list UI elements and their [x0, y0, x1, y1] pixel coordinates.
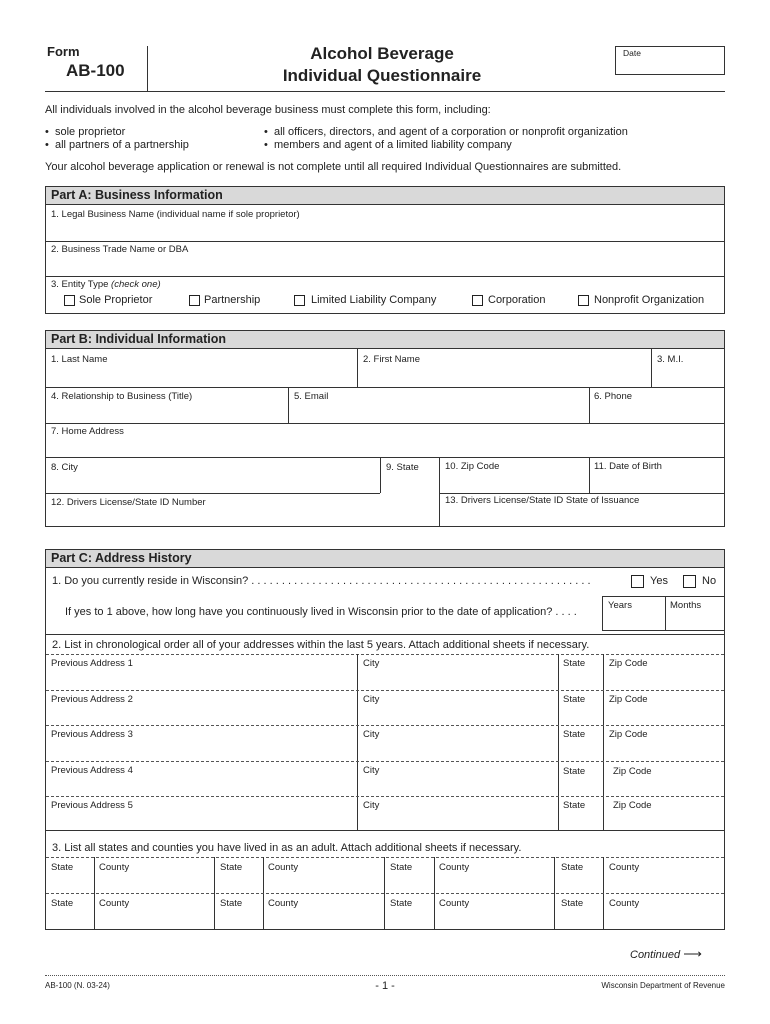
- divider: [46, 893, 724, 894]
- divider: [46, 634, 724, 635]
- states-counties-table: [46, 857, 724, 929]
- nonprofit-checkbox[interactable]: [578, 295, 589, 306]
- header-rule: [45, 91, 725, 92]
- form-title: [252, 43, 512, 87]
- address-zip-field[interactable]: Zip Code: [613, 766, 652, 777]
- county-cell[interactable]: County: [268, 898, 299, 909]
- bullet-item: • all officers, directors, and agent of a corporation or nonprofit organization: [264, 126, 628, 138]
- continued-note: Continued ⟶: [630, 946, 702, 961]
- years-field[interactable]: [602, 596, 666, 631]
- bullet-item: • all partners of a partnership: [45, 139, 189, 151]
- county-cell[interactable]: County: [439, 898, 470, 909]
- divider: [439, 457, 440, 527]
- months-label: Months: [670, 600, 702, 611]
- state-cell[interactable]: State: [220, 898, 243, 909]
- form-title-line1: Alcohol Beverage: [310, 44, 454, 63]
- state-cell[interactable]: State: [390, 898, 413, 909]
- address-zip-field[interactable]: Zip Code: [613, 800, 652, 811]
- county-cell[interactable]: County: [609, 898, 640, 909]
- nonprofit-label: Nonprofit Organization: [594, 294, 705, 306]
- date-of-birth-field[interactable]: 11. Date of Birth: [594, 461, 662, 472]
- previous-address-field[interactable]: Previous Address 2: [51, 694, 133, 705]
- sole-proprietor-label: Sole Proprietor: [79, 294, 153, 306]
- divider: [46, 725, 724, 726]
- address-zip-field[interactable]: Zip Code: [609, 729, 648, 740]
- part-c-header: Part C: Address History: [46, 550, 724, 568]
- state-field[interactable]: 9. State: [386, 462, 419, 473]
- form-title-line2: Individual Questionnaire: [282, 66, 482, 85]
- previous-address-field[interactable]: Previous Address 4: [51, 765, 133, 776]
- footer-rule: [45, 975, 725, 976]
- divider: [357, 349, 358, 387]
- address-city-field[interactable]: City: [363, 729, 380, 740]
- header-divider: [147, 46, 148, 91]
- part-a-header: Part A: Business Information: [46, 187, 724, 205]
- county-cell[interactable]: County: [268, 862, 299, 873]
- home-address-field[interactable]: 7. Home Address: [51, 426, 124, 437]
- bullet-list-left: [45, 126, 189, 152]
- form-id: AB-100 (N. 03-24): [45, 981, 110, 990]
- address-zip-field[interactable]: Zip Code: [609, 694, 648, 705]
- divider: [46, 457, 724, 458]
- wisconsin-residence-question: 1. Do you currently reside in Wisconsin? . . . . . . . . . . . . . . . . . . . . . . . . . . . . . . . . . . . . . . . . . . . . . . . . . . . . . . . .: [52, 575, 591, 587]
- form-label: Form: [47, 44, 80, 59]
- part-b-header: Part B: Individual Information: [46, 331, 724, 349]
- divider: [589, 387, 590, 423]
- divider: [603, 654, 604, 830]
- county-cell[interactable]: County: [99, 862, 130, 873]
- divider: [46, 423, 724, 424]
- address-zip-field[interactable]: Zip Code: [609, 658, 648, 669]
- llc-label: Limited Liability Company: [311, 294, 437, 306]
- license-state-field[interactable]: 13. Drivers License/State ID State of Issuance: [445, 495, 640, 506]
- address-city-field[interactable]: City: [363, 694, 380, 705]
- state-cell[interactable]: State: [51, 898, 74, 909]
- residence-duration-question: If yes to 1 above, how long have you continuously lived in Wisconsin prior to the date of application? . . . .: [65, 606, 577, 618]
- address-state-field[interactable]: State: [563, 658, 586, 669]
- address-state-field[interactable]: State: [563, 800, 586, 811]
- address-city-field[interactable]: City: [363, 765, 380, 776]
- divider: [46, 830, 724, 831]
- entity-type-label: 3. Entity Type (check one): [51, 279, 161, 290]
- intro-text: All individuals involved in the alcohol beverage business must complete this form, including:: [45, 104, 491, 116]
- part-a-section: [45, 186, 725, 314]
- state-cell[interactable]: State: [561, 862, 584, 873]
- divider: [46, 690, 724, 691]
- page-number: - 1 -: [375, 980, 395, 992]
- divider: [46, 387, 724, 388]
- years-label: Years: [608, 600, 632, 611]
- months-field[interactable]: [665, 596, 725, 631]
- no-checkbox[interactable]: [683, 575, 696, 588]
- address-city-field[interactable]: City: [363, 800, 380, 811]
- divider: [46, 241, 724, 242]
- address-list-instruction: 2. List in chronological order all of your addresses within the last 5 years. Attach additional sheets if necessary.: [52, 639, 590, 651]
- form-number: AB-100: [66, 61, 125, 80]
- divider: [357, 654, 358, 830]
- county-cell[interactable]: County: [439, 862, 470, 873]
- county-cell[interactable]: County: [99, 898, 130, 909]
- partnership-label: Partnership: [204, 294, 261, 306]
- last-name-field[interactable]: 1. Last Name: [51, 354, 108, 365]
- bullet-list-right: [264, 126, 628, 152]
- address-state-field[interactable]: State: [563, 694, 586, 705]
- city-field[interactable]: 8. City: [51, 462, 78, 473]
- divider: [651, 349, 652, 387]
- llc-checkbox[interactable]: [294, 295, 305, 306]
- divider: [288, 387, 289, 423]
- divider: [380, 457, 381, 493]
- drivers-license-field[interactable]: 12. Drivers License/State ID Number: [51, 497, 206, 508]
- arrow-right-icon: ⟶: [683, 946, 702, 961]
- department-name: Wisconsin Department of Revenue: [601, 981, 725, 990]
- divider: [46, 761, 724, 762]
- part-b-section: [45, 330, 725, 527]
- date-field[interactable]: [615, 46, 725, 75]
- relationship-field[interactable]: 4. Relationship to Business (Title): [51, 391, 193, 402]
- state-cell[interactable]: State: [220, 862, 243, 873]
- middle-initial-field[interactable]: 3. M.I.: [657, 354, 684, 365]
- part-c-section: [45, 549, 725, 930]
- first-name-field[interactable]: 2. First Name: [363, 354, 421, 365]
- divider: [589, 457, 590, 493]
- partnership-checkbox[interactable]: [189, 295, 200, 306]
- yes-label: Yes: [650, 575, 668, 587]
- yes-checkbox[interactable]: [631, 575, 644, 588]
- corporation-checkbox[interactable]: [472, 295, 483, 306]
- no-label: No: [702, 575, 717, 587]
- divider: [46, 796, 724, 797]
- previous-address-field[interactable]: Previous Address 1: [51, 658, 133, 669]
- address-city-field[interactable]: City: [363, 658, 380, 669]
- address-state-field[interactable]: State: [563, 729, 586, 740]
- divider: [46, 493, 380, 494]
- address-table: [46, 654, 724, 832]
- bullet-item: • sole proprietor: [45, 126, 126, 138]
- divider: [439, 493, 724, 494]
- previous-address-field[interactable]: Previous Address 3: [51, 729, 133, 740]
- date-label: Date: [623, 48, 641, 58]
- state-cell[interactable]: State: [390, 862, 413, 873]
- states-counties-instruction: 3. List all states and counties you have lived in as an adult. Attach additional sheets if necessary.: [52, 842, 522, 854]
- divider: [558, 654, 559, 830]
- legal-name-label: 1. Legal Business Name (individual name if sole proprietor): [51, 209, 300, 220]
- phone-field[interactable]: 6. Phone: [594, 391, 633, 402]
- previous-address-field[interactable]: Previous Address 5: [51, 800, 133, 811]
- corporation-label: Corporation: [488, 294, 546, 306]
- divider: [46, 276, 724, 277]
- state-cell[interactable]: State: [561, 898, 584, 909]
- trade-name-label: 2. Business Trade Name or DBA: [51, 244, 189, 255]
- county-cell[interactable]: County: [609, 862, 640, 873]
- email-field[interactable]: 5. Email: [294, 391, 329, 402]
- zip-code-field[interactable]: 10. Zip Code: [445, 461, 500, 472]
- state-cell[interactable]: State: [51, 862, 74, 873]
- address-state-field[interactable]: State: [563, 766, 586, 777]
- sole-proprietor-checkbox[interactable]: [64, 295, 75, 306]
- intro-note: Your alcohol beverage application or renewal is not complete until all required Individual Questionnaires are submitted.: [45, 161, 622, 173]
- bullet-item: • members and agent of a limited liability company: [264, 139, 512, 151]
